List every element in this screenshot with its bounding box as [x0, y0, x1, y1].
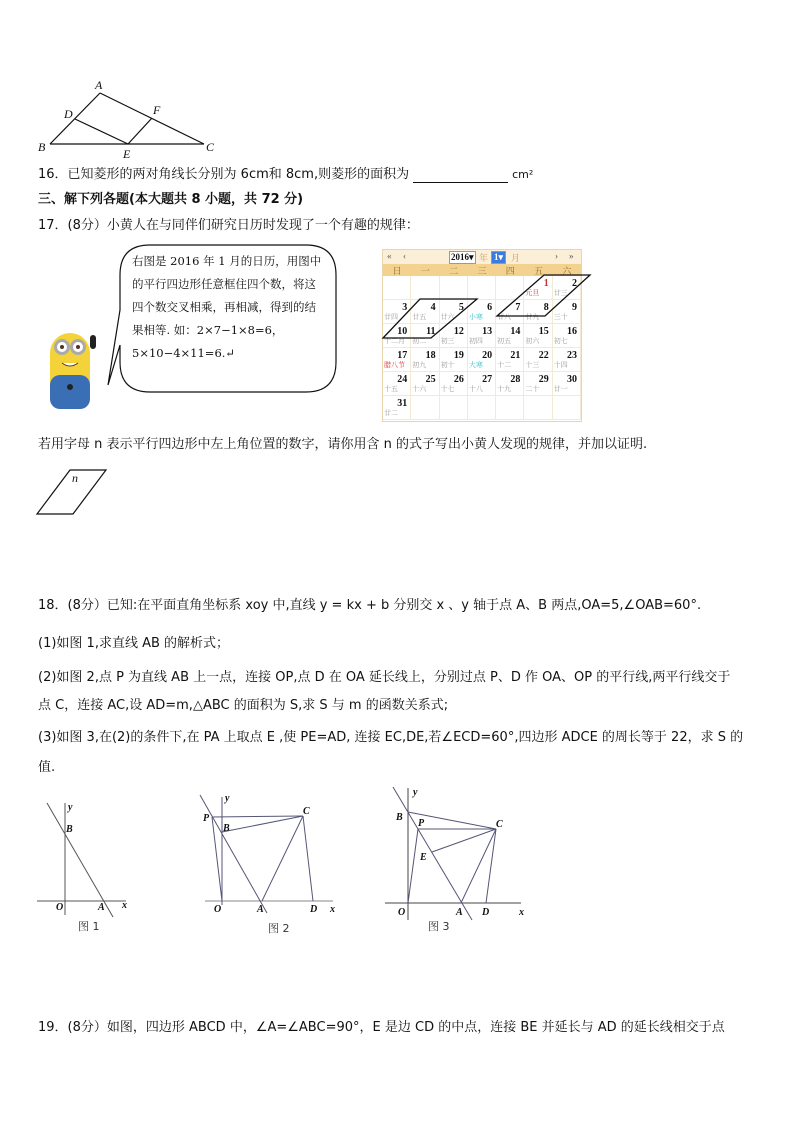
- calendar-day-cell[interactable]: [553, 324, 581, 348]
- day-number: 18: [425, 350, 436, 361]
- calendar-day-cell[interactable]: [468, 372, 496, 396]
- answer-blank[interactable]: [413, 170, 508, 183]
- question-17-task: 若用字母 n 表示平行四边形中左上角位置的数字，请你用含 n 的式子写出小黄人发现的规律，并加以证明.: [38, 437, 648, 452]
- calendar-day-cell: [411, 276, 439, 300]
- calendar-day-cell[interactable]: [440, 300, 468, 324]
- calendar-day-cell[interactable]: [411, 348, 439, 372]
- calendar-day-cell[interactable]: [496, 324, 524, 348]
- day-number: 13: [482, 326, 493, 337]
- day-number: 6: [487, 302, 493, 313]
- label-O: O: [214, 904, 222, 915]
- label-A: A: [95, 78, 103, 92]
- lunar-date: 十三: [525, 361, 540, 369]
- label-D: D: [310, 904, 318, 915]
- calendar-day-cell: [496, 396, 524, 420]
- weekday-label: 五: [534, 266, 544, 276]
- figure-3-caption: 图 3: [428, 920, 450, 933]
- axis-x-label: x: [330, 904, 335, 915]
- figure-1-caption: 图 1: [78, 920, 100, 933]
- question-17-intro: 17．(8分）小黄人在与同伴们研究日历时发现了一个有趣的规律：: [38, 218, 419, 233]
- day-number: 14: [510, 326, 521, 337]
- calendar-day-cell[interactable]: [496, 348, 524, 372]
- label-O: O: [398, 907, 406, 918]
- lunar-date: 初九: [412, 361, 427, 369]
- lunar-date: 腊八节: [384, 361, 405, 369]
- calendar-day-cell[interactable]: [440, 372, 468, 396]
- lunar-date: 初三: [440, 337, 455, 345]
- question-16: [38, 167, 533, 183]
- calendar-day-cell[interactable]: [553, 372, 581, 396]
- calendar-day-cell[interactable]: [411, 324, 439, 348]
- label-B: B: [38, 140, 46, 154]
- day-number: 20: [482, 350, 493, 361]
- calendar-day-cell[interactable]: [553, 348, 581, 372]
- lunar-date: 十五: [384, 385, 398, 393]
- question-18-part3: (3)如图 3,在(2)的条件下,在 PA 上取点 E ,使 PE=AD, 连接 EC,DE,若∠ECD=60°,四边形 ADCE 的周长等于 22，求 S 的: [38, 730, 744, 745]
- day-number: 9: [572, 302, 577, 313]
- calendar-day-cell: [440, 276, 468, 300]
- day-number: 21: [510, 350, 521, 361]
- month-label: 月: [511, 253, 521, 263]
- label-D: D: [482, 907, 490, 918]
- question-18-part2: (2)如图 2,点 P 为直线 AB 上一点，连接 OP,点 D 在 OA 延长线上，分别过点 P、D 作 OA、OP 的平行线,两平行线交于: [38, 670, 731, 685]
- lunar-date: 初六: [525, 337, 540, 345]
- calendar-day-cell[interactable]: [383, 396, 411, 420]
- lunar-date: 初七: [553, 337, 568, 345]
- lunar-date: 廿九: [525, 313, 540, 321]
- lunar-date: 元旦: [525, 289, 540, 297]
- question-18-part3-cont: 值.: [38, 760, 56, 775]
- calendar-day-cell[interactable]: [524, 324, 552, 348]
- prev-month-button[interactable]: ‹: [403, 251, 406, 261]
- calendar-day-cell[interactable]: [468, 324, 496, 348]
- axis-y-label: y: [413, 787, 418, 798]
- day-number: 29: [538, 374, 549, 385]
- calendar-day-cell[interactable]: [440, 348, 468, 372]
- lunar-date: 三十: [553, 313, 568, 321]
- day-number: 11: [426, 326, 436, 337]
- lunar-date: 初十: [440, 361, 455, 369]
- next-year-button[interactable]: »: [569, 251, 574, 261]
- day-number: 19: [453, 350, 464, 361]
- day-number: 12: [453, 326, 464, 337]
- calendar-grid: [383, 276, 581, 420]
- lunar-date: 初四: [468, 337, 483, 345]
- calendar-day-cell[interactable]: [553, 300, 581, 324]
- calendar-day-cell[interactable]: [524, 372, 552, 396]
- label-P: P: [203, 813, 210, 824]
- day-number: 3: [402, 302, 408, 313]
- day-number: 1: [543, 278, 549, 289]
- calendar-day-cell: [553, 396, 581, 420]
- year-label: 年: [479, 253, 489, 263]
- day-number: 7: [515, 302, 521, 313]
- label-C: C: [496, 819, 503, 830]
- day-number: 23: [567, 350, 577, 361]
- month-value: 1: [494, 252, 499, 262]
- day-number: 15: [538, 326, 549, 337]
- lunar-date: 十七: [440, 385, 455, 393]
- lunar-date: 廿四: [384, 313, 398, 321]
- calendar-header: [383, 250, 581, 264]
- calendar-day-cell: [524, 396, 552, 420]
- weekday-label: 一: [420, 266, 430, 276]
- calendar-day-cell: [383, 276, 411, 300]
- question-18-part1: (1)如图 1,求直线 AB 的解析式；: [38, 636, 230, 651]
- question-18-stem: 18．(8分）已知:在平面直角坐标系 xoy 中,直线 y = kx + b 分别交 x 、y 轴于点 A、B 两点,OA=5,∠OAB=60°.: [38, 598, 702, 613]
- lunar-date: 初二: [412, 337, 427, 345]
- day-number: 5: [458, 302, 464, 313]
- axis-x-label: x: [122, 900, 127, 911]
- unit: cm²: [512, 168, 534, 181]
- year-value: 2016: [451, 252, 469, 262]
- lunar-date: 廿五: [412, 313, 427, 321]
- label-B: B: [396, 812, 403, 823]
- lunar-date: 小寒: [468, 313, 483, 321]
- minion-illustration: [40, 325, 100, 415]
- day-number: 27: [482, 374, 493, 385]
- calendar-day-cell: [440, 396, 468, 420]
- day-number: 10: [397, 326, 408, 337]
- day-number: 4: [430, 302, 436, 313]
- lunar-date: 十六: [412, 385, 427, 393]
- day-number: 26: [453, 374, 464, 385]
- weekday-label: 六: [562, 266, 572, 276]
- lunar-date: 廿八: [497, 313, 512, 321]
- weekday-label: 四: [505, 266, 515, 276]
- label-B: B: [223, 823, 230, 834]
- label-B: B: [66, 824, 73, 835]
- label-E: E: [123, 147, 131, 161]
- calendar-day-cell: [468, 276, 496, 300]
- day-number: 8: [543, 302, 549, 313]
- section-title: 三、解下列各题(本大题共 8 小题，共 72 分): [38, 192, 304, 207]
- lunar-date: 十八: [468, 385, 483, 393]
- label-A: A: [98, 902, 105, 913]
- label-D: D: [64, 107, 73, 121]
- axis-y-label: y: [225, 793, 230, 804]
- year-select[interactable]: 2016▾: [451, 252, 474, 262]
- day-number: 30: [567, 374, 577, 385]
- calendar-day-cell[interactable]: [383, 324, 411, 348]
- calendar-day-cell: [468, 396, 496, 420]
- weekday-row: [383, 264, 581, 276]
- label-A: A: [257, 904, 264, 915]
- lunar-date: 十九: [497, 385, 512, 393]
- day-number: 2: [572, 278, 577, 289]
- question-19: 19．(8分）如图，四边形 ABCD 中，∠A=∠ABC=90°，E 是边 CD 的中点，连接 BE 并延长与 AD 的延长线相交于点: [38, 1020, 725, 1035]
- lunar-date: 初五: [497, 337, 512, 345]
- lunar-date: 十二月: [384, 337, 405, 345]
- weekday-label: 日: [392, 266, 402, 276]
- lunar-date: 廿一: [553, 385, 568, 393]
- label-O: O: [56, 902, 64, 913]
- axis-y-label: y: [68, 802, 73, 813]
- prev-year-button[interactable]: «: [387, 251, 392, 261]
- next-month-button[interactable]: ›: [555, 251, 558, 261]
- lunar-date: 大寒: [468, 361, 483, 369]
- calendar-day-cell[interactable]: [383, 372, 411, 396]
- day-number: 28: [510, 374, 521, 385]
- label-P: P: [418, 818, 425, 829]
- speech-bubble-text: 右图是 2016 年 1 月的日历，用图中的平行四边形任意框住四个数，将这四个数交叉相乘，再相减，得到的结果相等. 如：2×7−1×8=6，5×10−4×11=6.↵: [132, 254, 322, 360]
- lunar-date: 廿六: [440, 313, 455, 321]
- weekday-label: 三: [477, 266, 487, 276]
- label-n: n: [72, 471, 78, 485]
- day-number: 16: [567, 326, 577, 337]
- lunar-date: 十四: [553, 361, 568, 369]
- label-C: C: [303, 806, 310, 817]
- lunar-date: 廿三: [553, 289, 568, 297]
- calendar-day-cell[interactable]: [496, 372, 524, 396]
- label-F: F: [153, 103, 161, 117]
- day-number: 25: [425, 374, 436, 385]
- question-18-part2-cont: 点 C，连接 AC,设 AD=m,△ABC 的面积为 S,求 S 与 m 的函数关系式;: [38, 698, 449, 713]
- calendar-day-cell[interactable]: [411, 372, 439, 396]
- label-E: E: [420, 852, 427, 863]
- day-number: 17: [397, 350, 408, 361]
- label-C: C: [206, 140, 215, 154]
- day-number: 31: [397, 398, 408, 409]
- weekday-label: 二: [449, 266, 459, 276]
- label-A: A: [456, 907, 463, 918]
- lunar-date: 十二: [497, 361, 512, 369]
- month-select[interactable]: 1▾: [491, 251, 506, 264]
- calendar-day-cell[interactable]: [383, 348, 411, 372]
- calendar-day-cell[interactable]: [468, 348, 496, 372]
- day-number: 22: [538, 350, 549, 361]
- calendar-day-cell[interactable]: [524, 348, 552, 372]
- day-number: 24: [397, 374, 408, 385]
- calendar-day-cell: [411, 396, 439, 420]
- figure-2-caption: 图 2: [268, 922, 290, 935]
- lunar-date: 二十: [525, 385, 540, 393]
- axis-x-label: x: [519, 907, 524, 918]
- lunar-date: 廿二: [384, 409, 398, 417]
- question-16-text: 16．已知菱形的两对角线长分别为 6cm和 8cm,则菱形的面积为: [38, 167, 410, 182]
